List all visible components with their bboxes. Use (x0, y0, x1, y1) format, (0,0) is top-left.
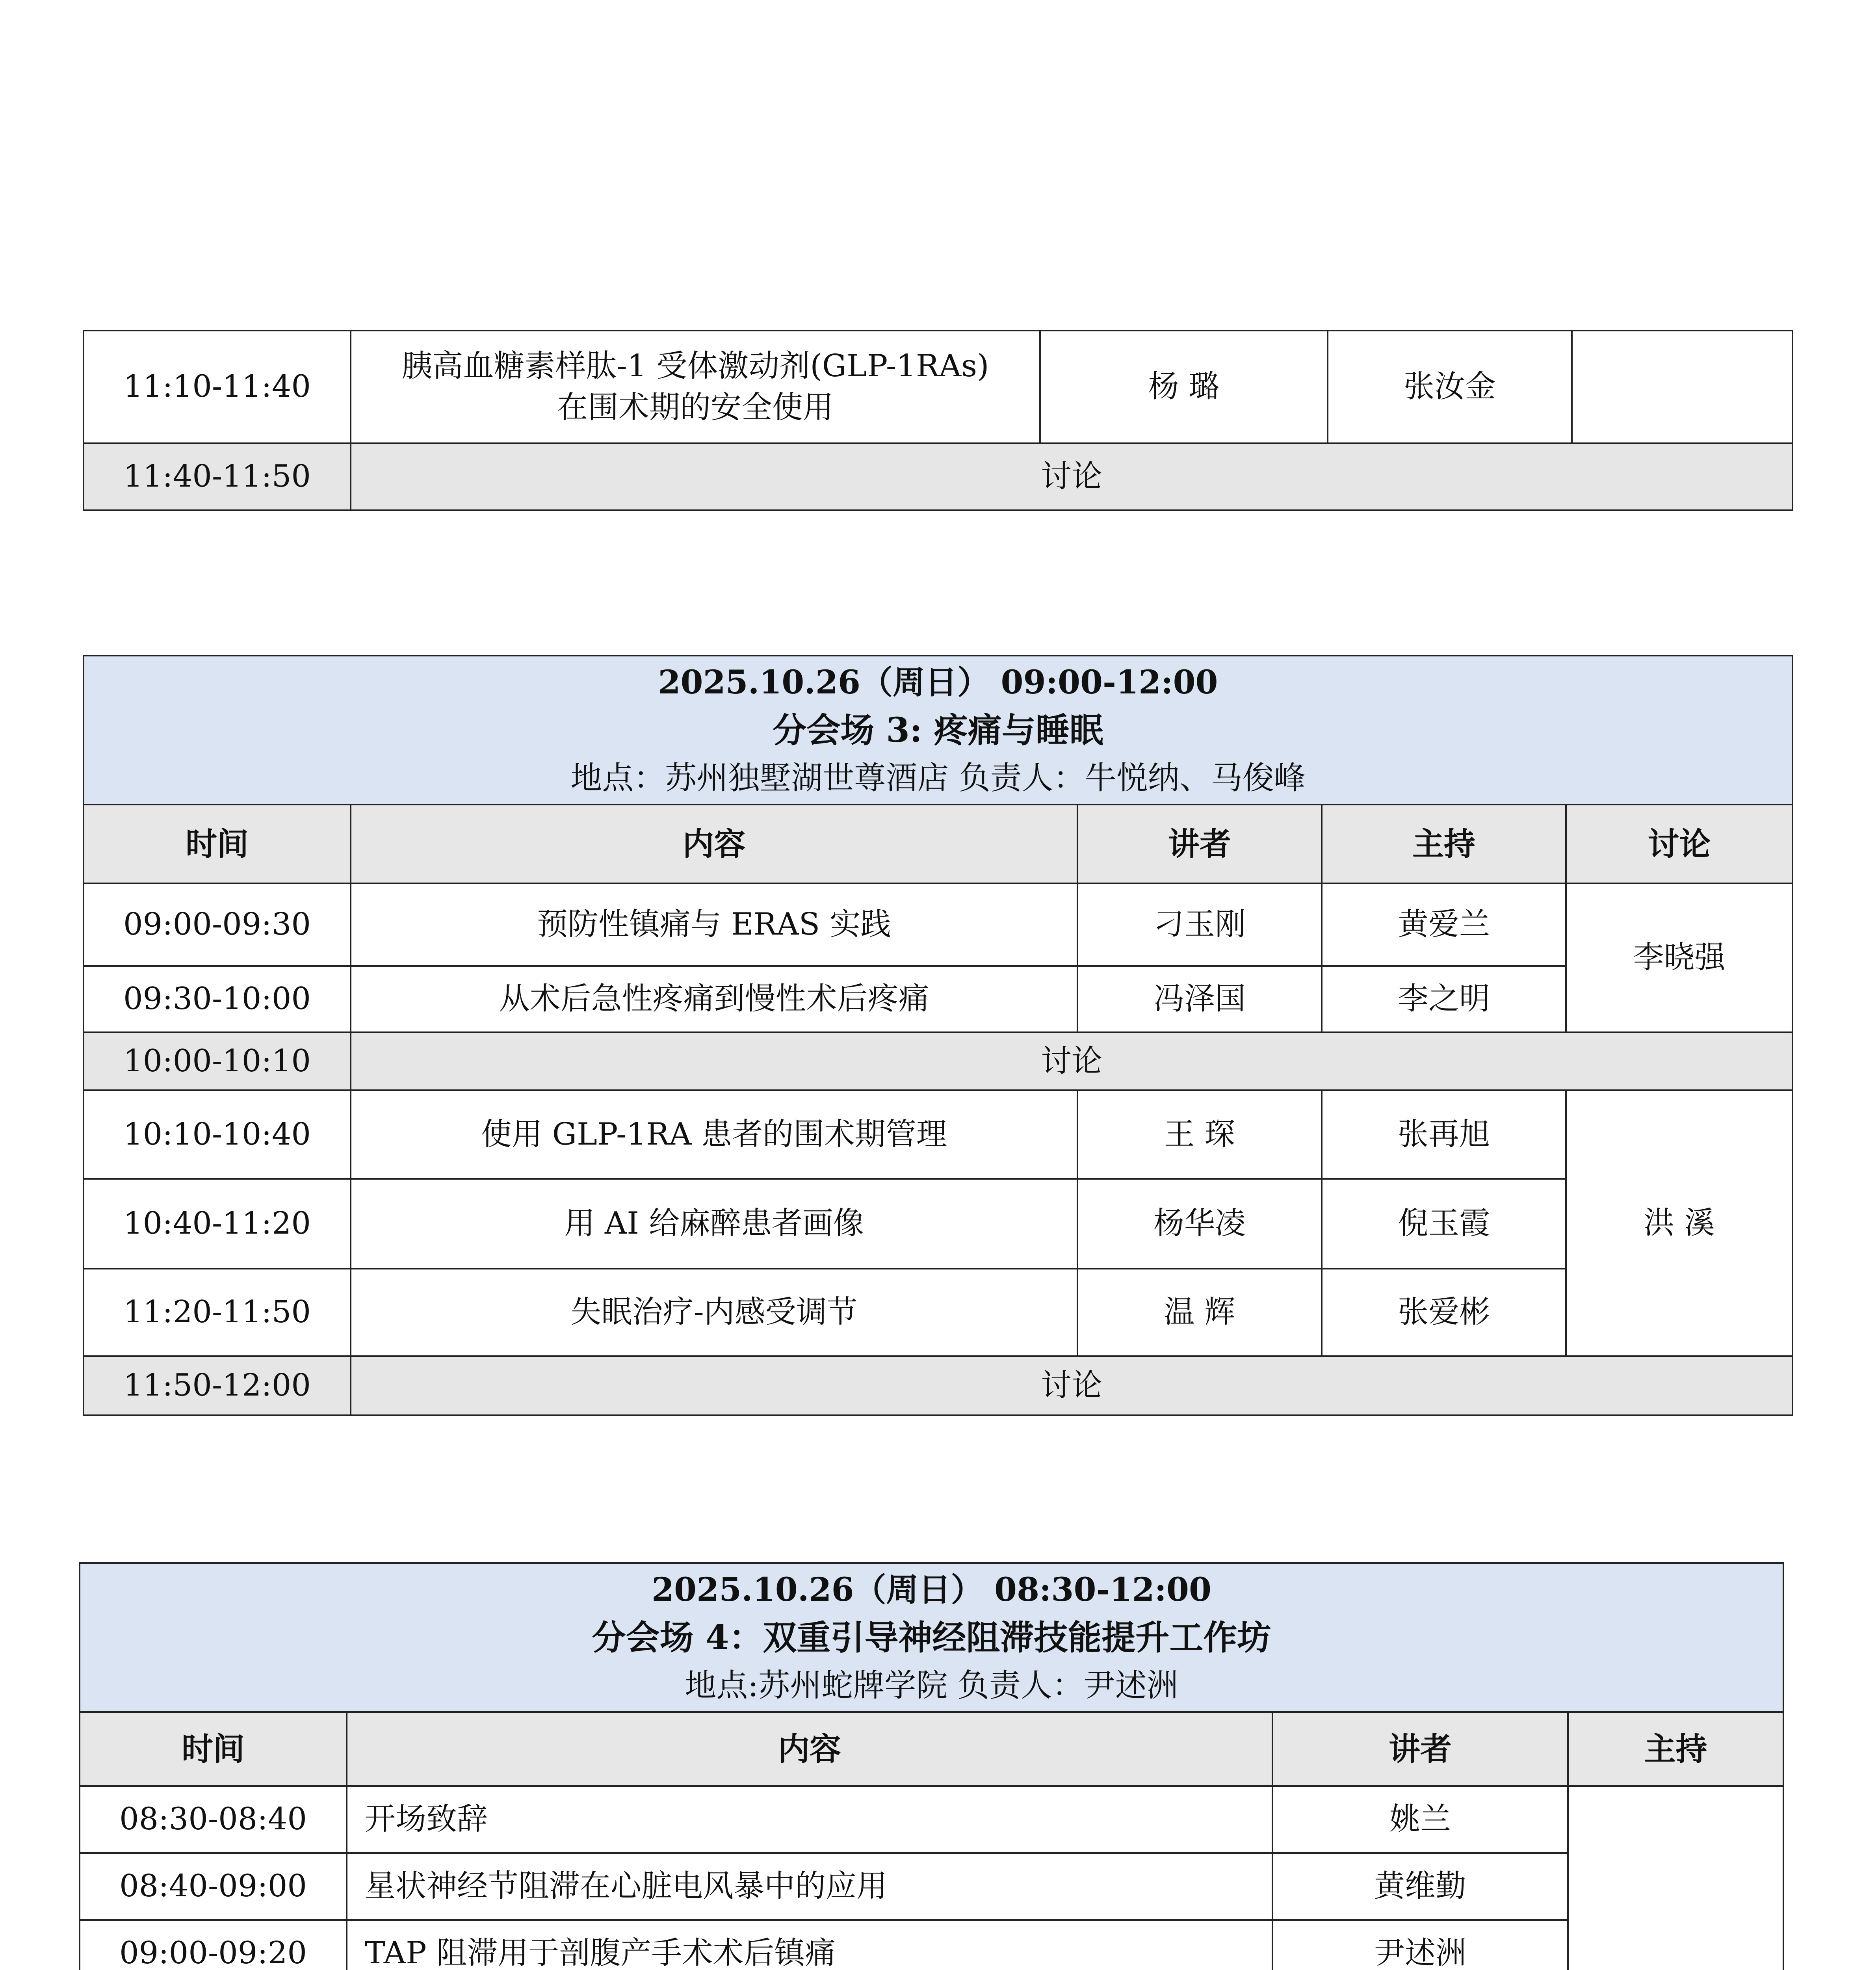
speaker-cell: 冯泽国 (1077, 966, 1322, 1032)
speaker-cell: 杨华凌 (1077, 1179, 1322, 1269)
header-content: 内容 (351, 805, 1077, 883)
time-cell: 11:40-11:50 (84, 443, 351, 510)
discussion-cell (1572, 331, 1792, 443)
session-banner (80, 1563, 1783, 1712)
session-title: 分会场 3: 疼痛与睡眠 (773, 710, 1103, 751)
table-row (80, 1920, 1783, 1970)
host-cell: 黄爱兰 (1322, 883, 1566, 966)
session-info: 地点:苏州蛇牌学院 负责人：尹述洲 (685, 1667, 1178, 1704)
table-row (84, 331, 1792, 443)
discussant-cell: 洪 溪 (1566, 1090, 1792, 1356)
speaker-cell: 刁玉刚 (1077, 883, 1322, 966)
table-row (84, 883, 1792, 966)
session-title: 分会场 4：双重引导神经阻滞技能提升工作坊 (592, 1618, 1271, 1658)
session-date: 2025.10.26（周日） 09:00-12:00 (658, 663, 1218, 702)
header-host: 主持 (1568, 1712, 1783, 1786)
schedule-table-continued (83, 330, 1793, 511)
session-date: 2025.10.26（周日） 08:30-12:00 (651, 1571, 1212, 1609)
time-cell: 09:00-09:30 (84, 883, 351, 966)
content-cell: 用 AI 给麻醉患者画像 (351, 1179, 1077, 1269)
header-discussion: 讨论 (1566, 805, 1792, 883)
host-cell (1568, 1786, 1783, 1970)
time-cell: 09:30-10:00 (84, 966, 351, 1032)
discussion-row (84, 1356, 1792, 1415)
content-cell: 开场致辞 (347, 1786, 1272, 1853)
table-header-row (84, 805, 1792, 883)
time-cell: 10:10-10:40 (84, 1090, 351, 1179)
table-row (80, 1786, 1783, 1853)
host-cell: 倪玉霞 (1322, 1179, 1566, 1269)
session-banner (84, 656, 1792, 805)
header-content: 内容 (347, 1712, 1272, 1786)
host-cell: 李之明 (1322, 966, 1566, 1032)
time-cell: 11:50-12:00 (84, 1356, 351, 1415)
content-line: 在围术期的安全使用 (557, 390, 834, 425)
header-time: 时间 (84, 805, 351, 883)
content-line: 胰高血糖素样肽-1 受体激动剂(GLP-1RAs) (401, 348, 989, 384)
time-cell: 11:10-11:40 (84, 331, 351, 443)
discussion-row (84, 443, 1792, 510)
speaker-cell: 王 琛 (1077, 1090, 1322, 1179)
discussant-cell: 李晓强 (1566, 883, 1792, 1032)
discussion-row (84, 1032, 1792, 1090)
header-speaker: 讲者 (1272, 1712, 1568, 1786)
content-cell: 使用 GLP-1RA 患者的围术期管理 (351, 1090, 1077, 1179)
content-cell: 从术后急性疼痛到慢性术后疼痛 (351, 966, 1077, 1032)
content-cell: 星状神经节阻滞在心脏电风暴中的应用 (347, 1853, 1272, 1920)
table-row (84, 966, 1792, 1032)
speaker-cell: 姚兰 (1272, 1786, 1568, 1853)
time-cell: 09:00-09:20 (80, 1920, 347, 1970)
time-cell: 08:30-08:40 (80, 1786, 347, 1853)
header-speaker: 讲者 (1077, 805, 1322, 883)
session-4-table (79, 1562, 1784, 1970)
content-cell: TAP 阻滞用于剖腹产手术术后镇痛 (347, 1920, 1272, 1970)
content-cell (351, 331, 1040, 443)
time-cell: 08:40-09:00 (80, 1853, 347, 1920)
time-cell: 10:00-10:10 (84, 1032, 351, 1090)
discussion-label: 讨论 (351, 1032, 1792, 1090)
table-row (84, 1179, 1792, 1269)
table-row (80, 1853, 1783, 1920)
content-cell: 预防性镇痛与 ERAS 实践 (351, 883, 1077, 966)
discussion-label: 讨论 (351, 1356, 1792, 1415)
session-info: 地点：苏州独墅湖世尊酒店 负责人：牛悦纳、马俊峰 (570, 759, 1306, 796)
header-time: 时间 (80, 1712, 347, 1786)
time-cell: 11:20-11:50 (84, 1269, 351, 1356)
host-cell: 张再旭 (1322, 1090, 1566, 1179)
host-cell: 张爱彬 (1322, 1269, 1566, 1356)
discussion-label: 讨论 (351, 443, 1792, 510)
speaker-cell: 杨 璐 (1040, 331, 1328, 443)
speaker-cell: 黄维勤 (1272, 1853, 1568, 1920)
table-header-row (80, 1712, 1783, 1786)
session-3-table (83, 655, 1793, 1416)
speaker-cell: 温 辉 (1077, 1269, 1322, 1356)
content-cell: 失眠治疗-内感受调节 (351, 1269, 1077, 1356)
speaker-cell: 尹述洲 (1272, 1920, 1568, 1970)
table-row (84, 1269, 1792, 1356)
header-host: 主持 (1322, 805, 1566, 883)
host-cell: 张汝金 (1328, 331, 1572, 443)
time-cell: 10:40-11:20 (84, 1179, 351, 1269)
table-row (84, 1090, 1792, 1179)
